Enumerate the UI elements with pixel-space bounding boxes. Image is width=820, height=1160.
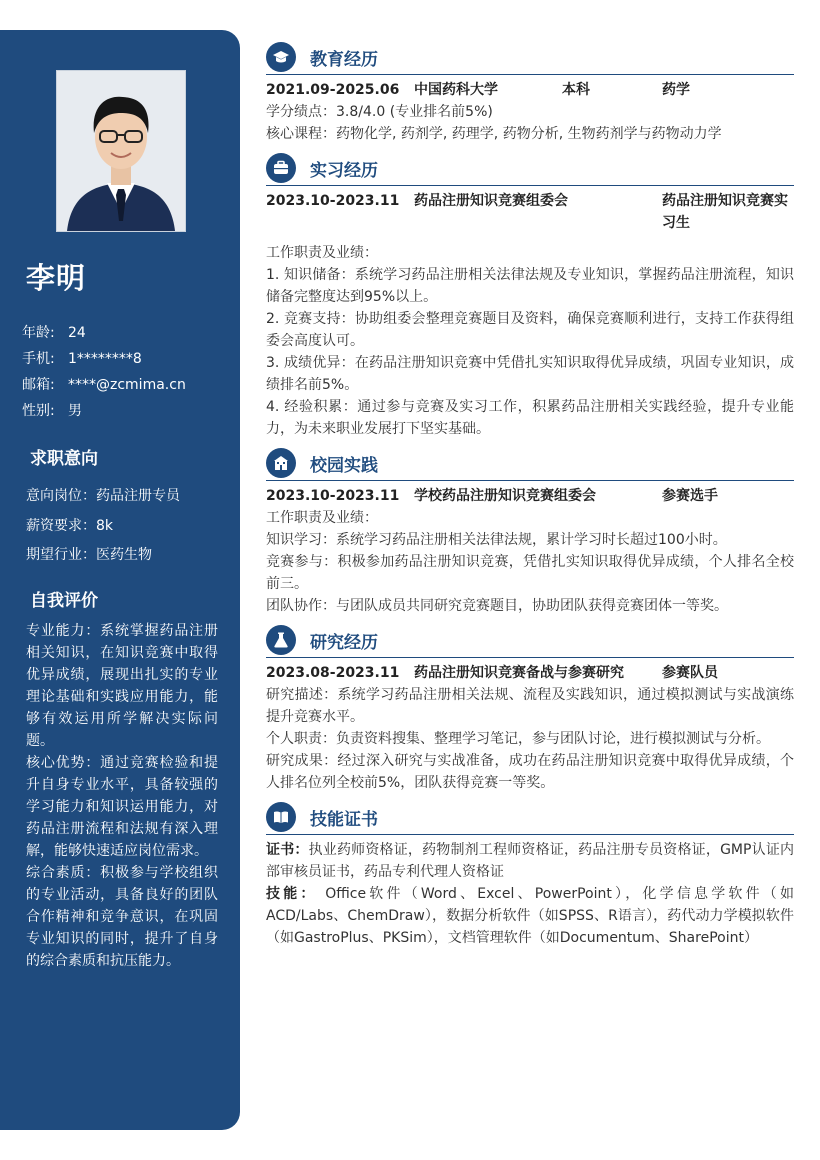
internship-line: 1. 知识储备：系统学习药品注册相关法律法规及专业知识，掌握药品注册流程，知识储备完整度达到95%以上。 — [266, 267, 794, 305]
section-header — [266, 800, 794, 835]
section-title: 校园实践 — [310, 455, 378, 476]
intent-item: 期望行业：医药生物 — [26, 547, 152, 563]
self-eval-title: 自我评价 — [30, 591, 98, 611]
info-value: 男 — [68, 403, 82, 419]
building-icon — [266, 448, 296, 478]
certificates — [266, 839, 794, 883]
research-line: 个人职责：负责资料搜集、整理学习笔记，参与团队讨论，进行模拟测试与分析。 — [266, 731, 770, 747]
info-label: 性别: — [22, 403, 55, 419]
info-value: 1********8 — [68, 351, 142, 367]
candidate-name: 李明 — [26, 261, 87, 295]
internship-line: 4. 经验积累：通过参与竞赛及实习工作，积累药品注册相关实践经验，提升专业能力，为未来职业发展打下坚实基础。 — [266, 399, 794, 437]
campus-line: 竞赛参与：积极参加药品注册知识竞赛，凭借扎实知识取得优异成绩，个人排名全校前三。 — [266, 554, 794, 592]
internship-line: 3. 成绩优异：在药品注册知识竞赛中凭借扎实知识取得优异成绩，巩固专业知识，成绩排名前5%。 — [266, 355, 794, 393]
flask-icon — [266, 625, 296, 655]
info-age — [22, 320, 186, 346]
main-content — [266, 40, 794, 955]
campus-line: 工作职责及业绩： — [266, 510, 378, 526]
cert-text: 执业药师资格证，药物制剂工程师资格证，药品注册专员资格证，GMP认证内部审核员证书，药品专利代理人资格证 — [266, 842, 795, 880]
info-label: 邮箱: — [22, 377, 55, 393]
role: 参赛队员 — [662, 665, 718, 681]
skills — [266, 883, 794, 949]
intent-list — [26, 482, 180, 571]
campus-section — [266, 446, 794, 617]
info-email — [22, 372, 186, 398]
info-phone — [22, 346, 186, 372]
section-title: 技能证书 — [310, 809, 378, 830]
role: 药品注册知识竞赛实习生 — [662, 193, 788, 231]
internship-line: 工作职责及业绩： — [266, 245, 378, 261]
entry-date: 2023.08-2023.11 — [266, 665, 400, 681]
intent-item: 薪资要求：8k — [26, 517, 114, 534]
organization: 药品注册知识竞赛组委会 — [414, 193, 568, 209]
skill-text: Office软件（Word、Excel、PowerPoint），化学信息学软件（如ACD/Labs、ChemDraw），数据分析软件（如SPSS、R语言），药代动力学模拟软件（如GastroPlus、PKSim），文档管理软件（如Documentum、SharePoint） — [266, 886, 794, 946]
internship-line: 2. 竞赛支持：协助组委会整理竞赛题目及资料，确保竞赛顺利进行，支持工作获得组委会高度认可。 — [266, 311, 794, 349]
self-eval-text — [26, 620, 218, 972]
section-title: 教育经历 — [310, 49, 378, 70]
campus-line: 团队协作：与团队成员共同研究竞赛题目，协助团队获得竞赛团体一等奖。 — [266, 598, 728, 614]
intent-title: 求职意向 — [30, 449, 98, 469]
info-label: 年龄: — [22, 325, 55, 341]
entry-date: 2023.10-2023.11 — [266, 193, 400, 209]
personal-info — [22, 320, 186, 424]
book-icon — [266, 802, 296, 832]
self-eval-paragraph: 综合素质：积极参与学校组织的专业活动，具备良好的团队合作精神和竞争意识，在巩固专业知识的同时，提升了自身的综合素质和抗压能力。 — [26, 865, 218, 969]
organization: 药品注册知识竞赛备战与参赛研究 — [414, 665, 624, 681]
section-header — [266, 446, 794, 481]
profile-photo — [56, 70, 186, 232]
entry-header — [266, 662, 794, 684]
entry-header — [266, 190, 794, 234]
info-value: ****@zcmima.cn — [68, 377, 186, 393]
entry-header — [266, 485, 794, 507]
education-line: 学分绩点：3.8/4.0 (专业排名前5%) — [266, 104, 493, 120]
section-title: 实习经历 — [310, 160, 378, 181]
entry-date: 2023.10-2023.11 — [266, 488, 400, 504]
section-header — [266, 40, 794, 75]
section-header — [266, 151, 794, 186]
research-section — [266, 623, 794, 794]
internship-section — [266, 151, 794, 440]
skill-label: 技能： — [266, 886, 318, 902]
info-value: 24 — [68, 325, 86, 341]
section-title: 研究经历 — [310, 632, 378, 653]
major: 药学 — [662, 82, 690, 98]
self-eval-paragraph: 专业能力：系统掌握药品注册相关知识，在知识竞赛中取得优异成绩，展现出扎实的专业理论基础和实践应用能力，能够有效运用所学解决实际问题。 — [26, 623, 218, 749]
entry-header — [266, 79, 794, 101]
skills-section — [266, 800, 794, 949]
intent-item: 意向岗位：药品注册专员 — [26, 488, 180, 504]
research-line: 研究描述：系统学习药品注册相关法规、流程及实践知识，通过模拟测试与实战演练提升竞赛水平。 — [266, 687, 794, 725]
self-eval-paragraph: 核心优势：通过竞赛检验和提升自身专业水平，具备较强的学习能力和知识运用能力，对药品注册流程和法规有深入理解，能够快速适应岗位需求。 — [26, 755, 218, 859]
degree: 本科 — [562, 82, 590, 98]
research-line: 研究成果：经过深入研究与实战准备，成功在药品注册知识竞赛中取得优异成绩，个人排名位列全校前5%，团队获得竞赛一等奖。 — [266, 753, 794, 791]
organization: 学校药品注册知识竞赛组委会 — [414, 488, 596, 504]
sidebar — [0, 30, 240, 1130]
info-gender — [22, 398, 186, 424]
cert-label: 证书： — [266, 842, 309, 858]
entry-date: 2021.09-2025.06 — [266, 82, 400, 98]
person-portrait-icon — [57, 71, 185, 231]
section-header — [266, 623, 794, 658]
campus-line: 知识学习：系统学习药品注册相关法律法规，累计学习时长超过100小时。 — [266, 532, 727, 548]
education-section — [266, 40, 794, 145]
info-label: 手机: — [22, 351, 55, 367]
graduation-cap-icon — [266, 42, 296, 72]
briefcase-icon — [266, 153, 296, 183]
role: 参赛选手 — [662, 488, 718, 504]
school-name: 中国药科大学 — [414, 82, 498, 98]
education-line: 核心课程：药物化学, 药剂学, 药理学, 药物分析, 生物药剂学与药物动力学 — [266, 126, 722, 142]
